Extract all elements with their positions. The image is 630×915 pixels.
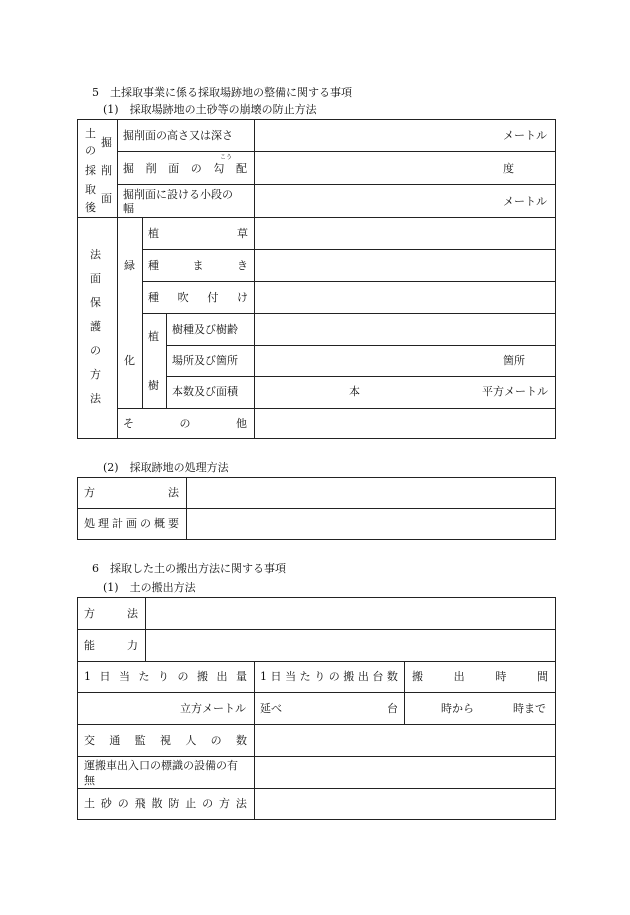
row-step-unit: メートル bbox=[503, 195, 547, 208]
tree-area-unit: 平方メートル bbox=[482, 385, 548, 398]
tree-place-label: 場所及び箇所 bbox=[172, 354, 238, 367]
group-label-char: 後 bbox=[85, 201, 96, 214]
tree-count-label: 本数及び面積 bbox=[172, 385, 238, 398]
section5-heading: 5 土採取事業に係る採取場跡地の整備に関する事項 bbox=[92, 86, 352, 99]
transport-method-label: 方 法 bbox=[84, 607, 138, 620]
greening-label-char: 緑 bbox=[124, 259, 135, 272]
group-label-char: 掘 bbox=[101, 136, 112, 149]
tree-species-label: 樹種及び樹齢 bbox=[172, 323, 238, 336]
traffic-monitors-label: 交 通 監 視 人 の 数 bbox=[84, 734, 247, 747]
greening-label-char: 化 bbox=[124, 354, 135, 367]
section6-heading: 6 採取した土の搬出方法に関する事項 bbox=[92, 562, 286, 575]
row-step-label-line1: 掘削面に設ける小段の bbox=[123, 188, 233, 201]
row-angle-unit: 度 bbox=[503, 162, 514, 175]
row-angle-label: 掘 削 面 の 勾 配 bbox=[123, 162, 247, 175]
trucks-total-prefix: 延べ bbox=[260, 702, 282, 715]
daily-volume-header: 1 日 当 た り の 搬 出 量 bbox=[84, 670, 247, 683]
group-label-char: の bbox=[85, 144, 96, 157]
treatment-plan-label: 処 理 計 画 の 概 要 bbox=[84, 517, 179, 530]
capacity-label: 能 力 bbox=[84, 639, 138, 652]
tree-planting-label-char: 植 bbox=[148, 330, 159, 343]
section5-sub1-heading: (1) 採取場跡地の土砂等の崩壊の防止方法 bbox=[103, 103, 317, 116]
haul-time-header: 搬 出 時 間 bbox=[412, 670, 548, 683]
group-label-char: 取 bbox=[85, 183, 96, 196]
time-to: 時まで bbox=[513, 702, 546, 715]
section5-sub2-heading: (2) 採取跡地の処理方法 bbox=[103, 461, 229, 474]
dust-prevention-label: 土 砂 の 飛 散 防 止 の 方 法 bbox=[84, 797, 247, 810]
section6-sub1-heading: (1) 土の搬出方法 bbox=[103, 581, 196, 594]
group-label-char: 面 bbox=[101, 192, 112, 205]
group-label-char: 採 bbox=[85, 164, 96, 177]
row-step-label-line2: 幅 bbox=[123, 202, 134, 215]
daily-trucks-header: 1 日 当 た り の 搬 出 台 数 bbox=[260, 670, 398, 683]
group-label-char: 土 bbox=[85, 127, 96, 140]
tree-count-unit: 本 bbox=[349, 385, 360, 398]
volume-unit: 立方メートル bbox=[180, 702, 246, 715]
signage-label-line1: 運搬車出入口の標識の設備の有 bbox=[84, 759, 238, 772]
tree-place-unit: 箇所 bbox=[503, 354, 525, 367]
seed-spray-label: 種 吹 付 け bbox=[148, 291, 248, 304]
signage-label-line2: 無 bbox=[84, 774, 95, 787]
row-height-label: 掘削面の高さ又は深さ bbox=[123, 129, 233, 142]
turf-label: 植 草 bbox=[148, 227, 248, 240]
treatment-method-label: 方 法 bbox=[84, 486, 179, 499]
other-label: そ の 他 bbox=[123, 417, 247, 430]
method-label: 法 面 保 護 の 方 法 bbox=[90, 248, 101, 405]
trucks-unit: 台 bbox=[387, 702, 398, 715]
row-height-unit: メートル bbox=[503, 129, 547, 142]
group-label-char: 削 bbox=[101, 164, 112, 177]
angle-ruby: こう bbox=[220, 154, 233, 161]
tree-planting-label-char: 樹 bbox=[148, 379, 159, 392]
time-from: 時から bbox=[441, 702, 474, 715]
sowing-label: 種 ま き bbox=[148, 259, 248, 272]
